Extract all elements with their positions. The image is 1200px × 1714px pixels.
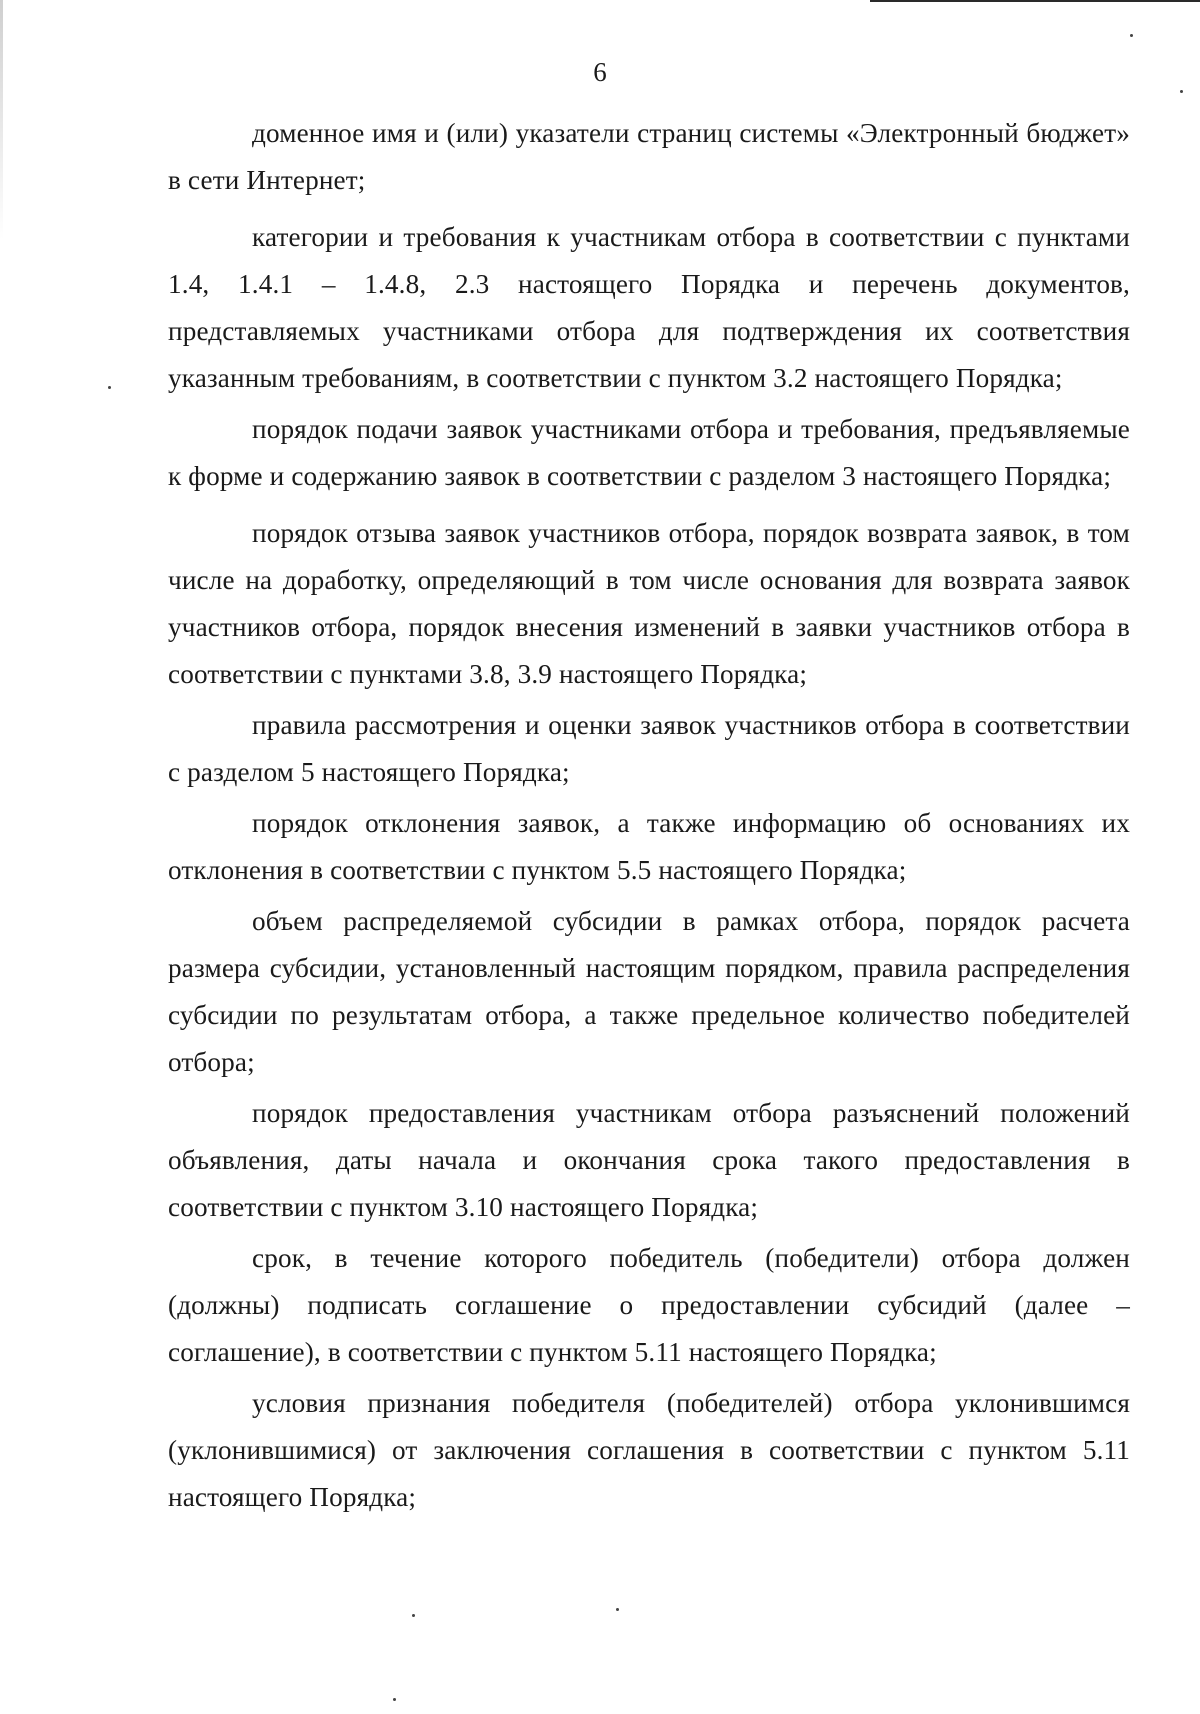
- paragraph: объем распределяемой субсидии в рамках отбора, порядок расчета размера субсидии, установленный настоящим порядком, правила распределения субсидии по результатам отбора, а также предельное количество победителей отбора;: [168, 906, 1130, 1077]
- paragraph: условия признания победителя (победителей) отбора уклонившимся (уклонившимися) от заключения соглашения в соответствии с пунктом 5.11 настоящего Порядка;: [168, 1388, 1130, 1512]
- scan-edge-top: [870, 0, 1200, 2]
- paragraph: доменное имя и (или) указатели страниц системы «Электронный бюджет» в сети Интернет;: [168, 118, 1130, 195]
- scan-speck: [616, 1608, 619, 1611]
- paragraph: порядок отклонения заявок, а также информацию об основаниях их отклонения в соответствии с пунктом 5.5 настоящего Порядка;: [168, 808, 1130, 885]
- paragraph: порядок подачи заявок участниками отбора и требования, предъявляемые к форме и содержанию заявок в соответствии с разделом 3 настоящего Порядка;: [168, 414, 1130, 491]
- paragraph: порядок предоставления участникам отбора разъяснений положений объявления, даты начала и окончания срока такого предоставления в соответствии с пунктом 3.10 настоящего Порядка;: [168, 1098, 1130, 1222]
- scan-speck: [412, 1614, 415, 1617]
- document-body: [168, 110, 1130, 1525]
- paragraph: порядок отзыва заявок участников отбора, порядок возврата заявок, в том числе на доработку, определяющий в том числе основания для возврата заявок участников отбора, порядок внесения изменений в заявки участников отбора в соответствии с пунктами 3.8, 3.9 настоящего Порядка;: [168, 518, 1130, 689]
- scan-speck: [108, 386, 111, 389]
- paragraph: правила рассмотрения и оценки заявок участников отбора в соответствии с разделом 5 настоящего Порядка;: [168, 710, 1130, 787]
- scan-edge-left: [0, 0, 3, 240]
- scan-speck: [393, 1698, 396, 1701]
- scan-speck: [1180, 90, 1183, 93]
- scan-speck: [1130, 34, 1133, 37]
- paragraph: категории и требования к участникам отбора в соответствии с пунктами 1.4, 1.4.1 – 1.4.8, 2.3 настоящего Порядка и перечень документов, представляемых участниками отбора для подтверждения их соответствия указанным требованиям, в соответствии с пунктом 3.2 настоящего Порядка;: [168, 222, 1130, 393]
- paragraph: срок, в течение которого победитель (победители) отбора должен (должны) подписать соглашение о предоставлении субсидий (далее – соглашение), в соответствии с пунктом 5.11 настоящего Порядка;: [168, 1243, 1130, 1367]
- page-number: 6: [593, 57, 607, 87]
